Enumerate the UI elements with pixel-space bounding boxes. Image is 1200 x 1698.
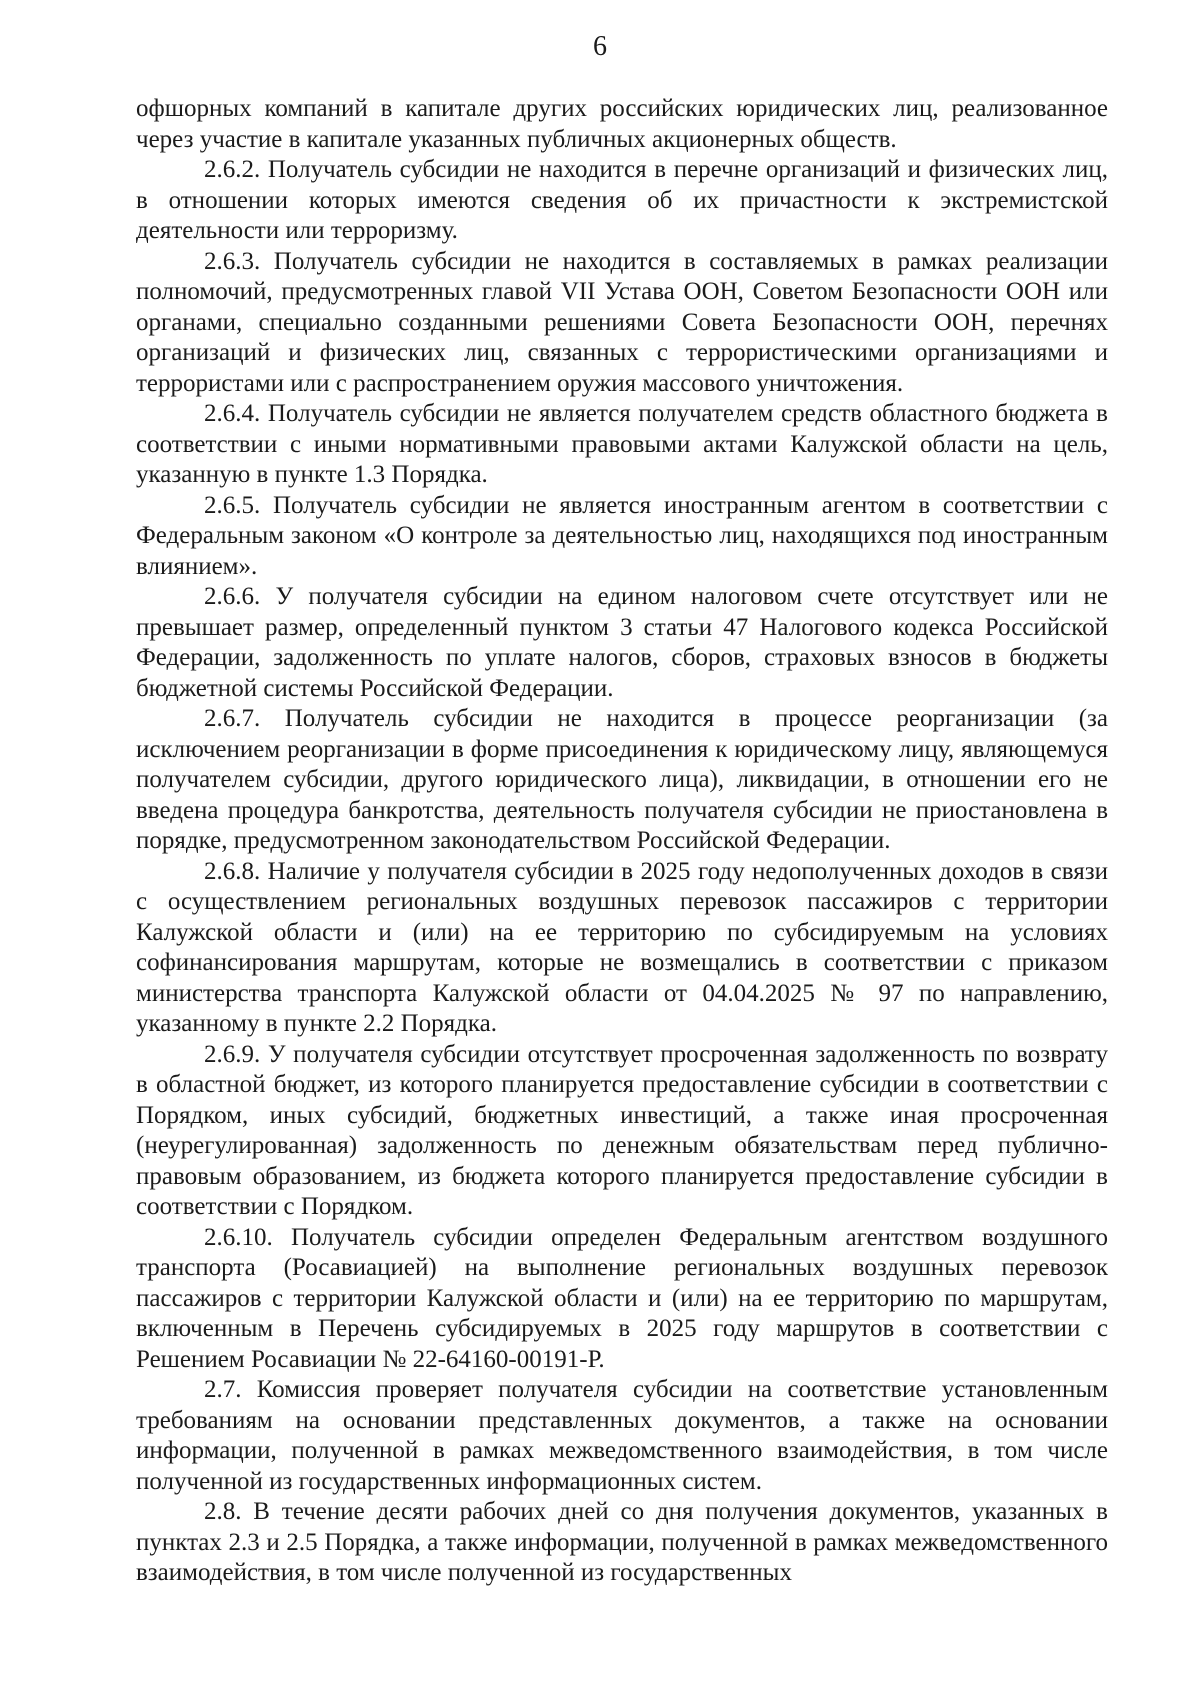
paragraph-2-6-2: 2.6.2. Получатель субсидии не находится в перечне организаций и физических лиц, в отношении которых имеются сведения об их причастности к экстремистской деятельности или терроризму. [136, 156, 1108, 244]
paragraph-2-6-3: 2.6.3. Получатель субсидии не находится в составляемых в рамках реализации полномочий, предусмотренных главой VII Устава ООН, Советом Безопасности ООН или органами, специально созданными решениями Совета Безопасности ООН, перечнях организаций и физических лиц, связанных с террористическими организациями и террористами или с распространением оружия массового уничтожения. [136, 247, 1108, 397]
paragraph-2-6-4: 2.6.4. Получатель субсидии не является получателем средств областного бюджета в соответствии с иными нормативными правовыми актами Калужской области на цель, указанную в пункте 1.3 Порядка. [136, 400, 1108, 488]
paragraph-continuation: офшорных компаний в капитале других российских юридических лиц, реализованное через участие в капитале указанных публичных акционерных обществ. [136, 95, 1108, 153]
paragraph-2-8: 2.8. В течение десяти рабочих дней со дня получения документов, указанных в пунктах 2.3 и 2.5 Порядка, а также информации, полученной в рамках межведомственного взаимодействия, в том числе полученной из государственных [136, 1498, 1108, 1586]
document-body [136, 94, 1108, 1589]
paragraph-2-6-7: 2.6.7. Получатель субсидии не находится в процессе реорганизации (за исключением реорганизации в форме присоединения к юридическому лицу, являющемуся получателем субсидии, другого юридического лица), ликвидации, в отношении его не введена процедура банкротства, деятельность получателя субсидии не приостановлена в порядке, предусмотренном законодательством Российской Федерации. [136, 705, 1108, 854]
paragraph-2-6-8: 2.6.8. Наличие у получателя субсидии в 2025 году недополученных доходов в связи с осуществлением региональных воздушных перевозок пассажиров с территории Калужской области и (или) на ее территорию по субсидируемым на условиях софинансирования маршрутам, которые не возмещались в соответствии с приказом министерства транспорта Калужской области от 04.04.2025 № 97 по направлению, указанному в пункте 2.2 Порядка. [136, 857, 1108, 1037]
paragraph-2-6-10: 2.6.10. Получатель субсидии определен Федеральным агентством воздушного транспорта (Росавиацией) на выполнение региональных воздушных перевозок пассажиров с территории Калужской области и (или) на ее территорию по маршрутам, включенным в Перечень субсидируемых в 2025 году маршрутов в соответствии с Решением Росавиации № 22-64160-00191-Р. [136, 1223, 1108, 1373]
paragraph-2-6-6: 2.6.6. У получателя субсидии на едином налоговом счете отсутствует или не превышает размер, определенный пунктом 3 статьи 47 Налогового кодекса Российской Федерации, задолженность по уплате налогов, сборов, страховых взносов в бюджеты бюджетной системы Российской Федерации. [136, 583, 1108, 702]
paragraph-2-7: 2.7. Комиссия проверяет получателя субсидии на соответствие установленным требованиям на основании представленных документов, а также на основании информации, полученной в рамках межведомственного взаимодействия, в том числе полученной из государственных информационных систем. [136, 1376, 1108, 1495]
paragraph-2-6-9: 2.6.9. У получателя субсидии отсутствует просроченная задолженность по возврату в областной бюджет, из которого планируется предоставление субсидии в соответствии с Порядком, иных субсидий, бюджетных инвестиций, а также иная просроченная (неурегулированная) задолженность по денежным обязательствам перед публично-правовым образованием, из бюджета которого планируется предоставление субсидии в соответствии с Порядком. [136, 1040, 1108, 1220]
page-number: 6 [593, 31, 607, 62]
paragraph-2-6-5: 2.6.5. Получатель субсидии не является иностранным агентом в соответствии с Федеральным законом «О контроле за деятельностью лиц, находящихся под иностранным влиянием». [136, 491, 1108, 580]
